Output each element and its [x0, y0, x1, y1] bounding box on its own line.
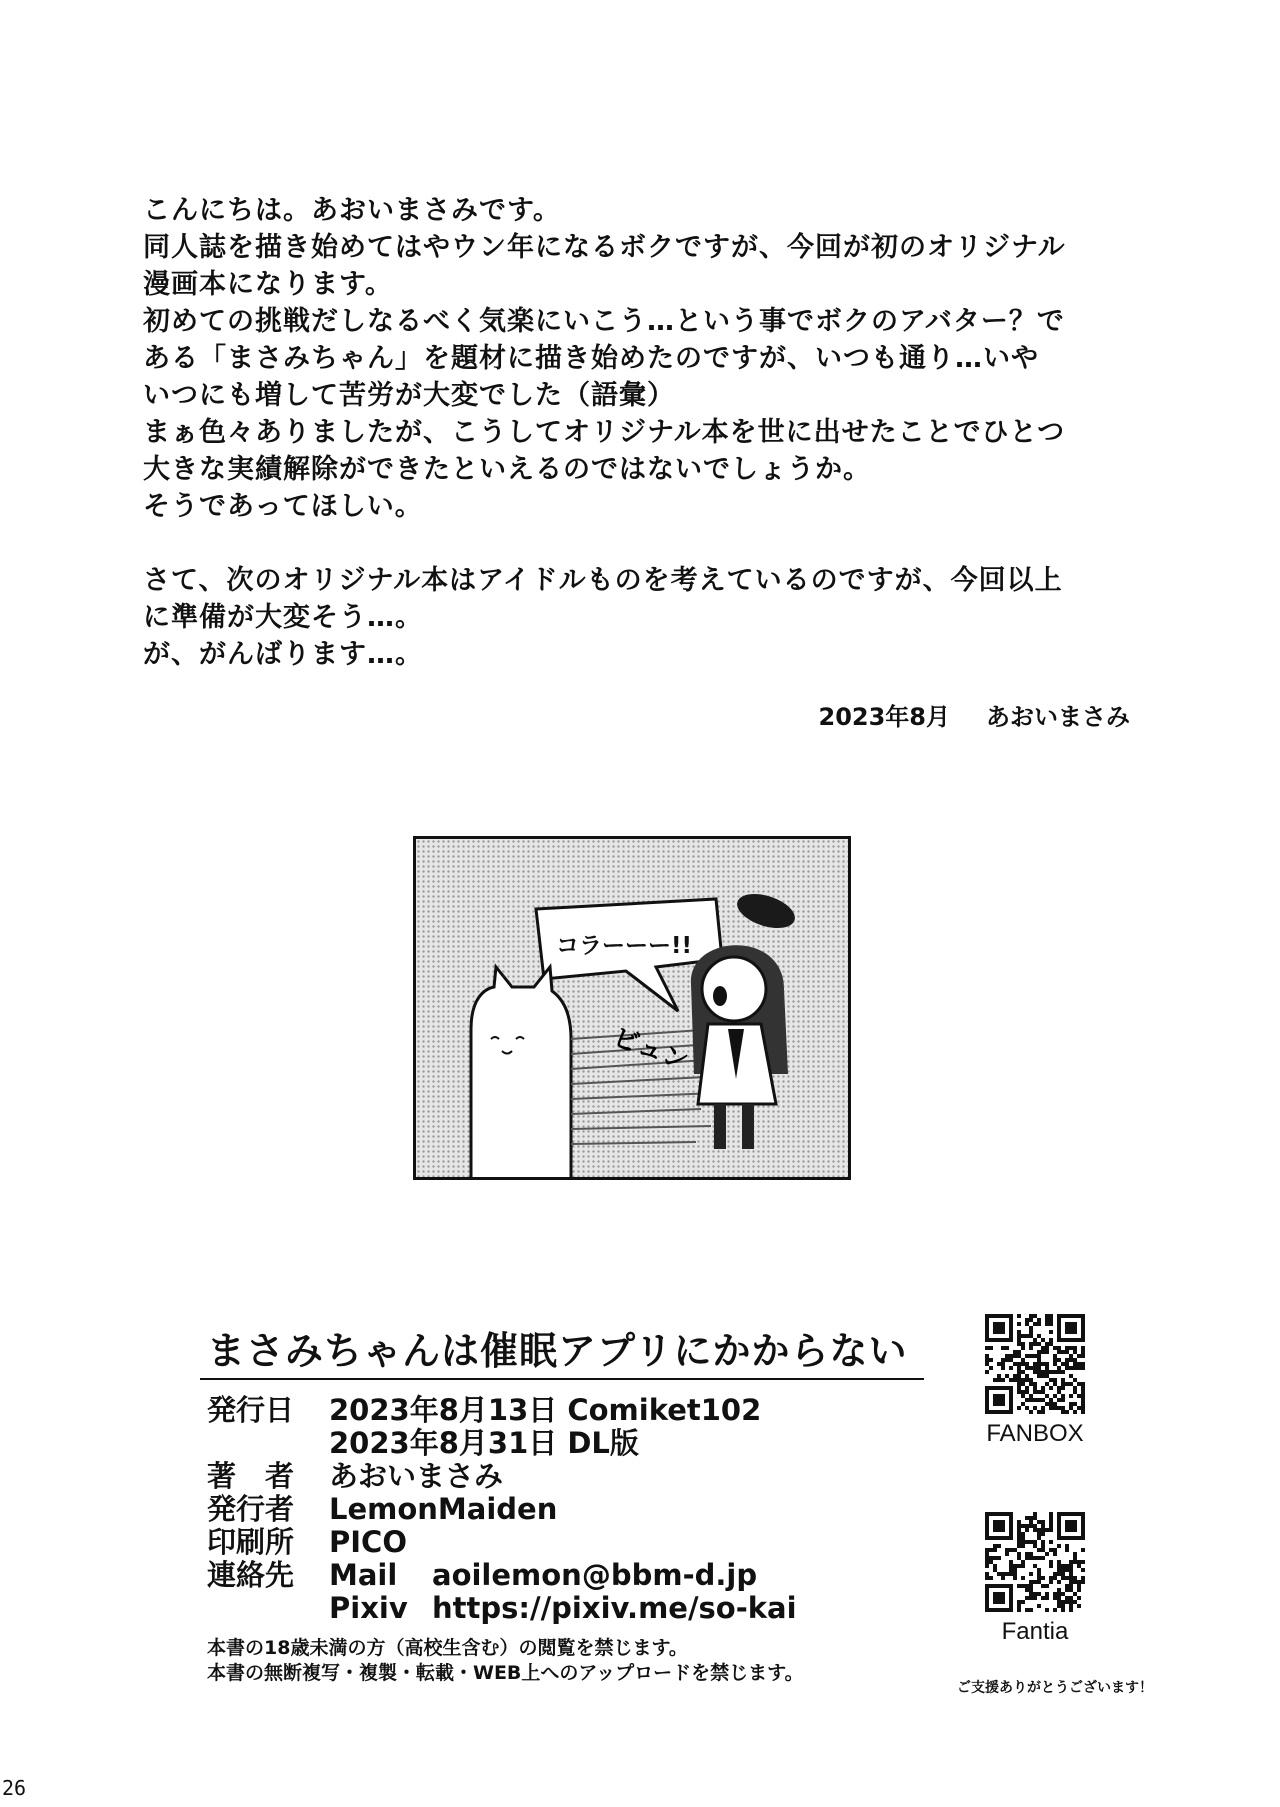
- book-title: まさみちゃんは催眠アプリにかからない: [207, 1329, 908, 1373]
- girl-mouth: [713, 986, 727, 1006]
- contact-label: 連絡先: [207, 1558, 295, 1592]
- afterword-line: こんにちは。あおいまさみです。: [143, 195, 561, 226]
- comic-illustration: [416, 839, 851, 1180]
- ghost-cat-body: [471, 967, 571, 1180]
- girl-face: [702, 957, 766, 1021]
- afterword-line: そうであってほしい。: [143, 491, 423, 522]
- age-restriction-notice: 本書の18歳未満の方（高校生含む）の閲覧を禁じます。: [207, 1637, 688, 1659]
- flying-beret: [733, 887, 799, 934]
- publisher-name: LemonMaiden: [329, 1492, 558, 1526]
- printer-name: PICO: [329, 1525, 407, 1559]
- author-name: あおいまさみ: [329, 1459, 504, 1493]
- printer-label: 印刷所: [207, 1525, 295, 1559]
- fanbox-qr-code[interactable]: [985, 1314, 1085, 1414]
- issue-date-row: [207, 1394, 927, 1427]
- issue-date-comiket: 2023年8月13日 Comiket102: [329, 1393, 762, 1427]
- afterword-line: ある「まさみちゃん」を題材に描き始めたのですが、いつも通り…いや: [143, 343, 1039, 374]
- publisher-row: [207, 1493, 927, 1526]
- colophon-details: [207, 1394, 927, 1625]
- signature-author: あおいまさみ: [986, 703, 1130, 731]
- mail-address[interactable]: aoilemon@bbm-d.jp: [432, 1558, 758, 1592]
- afterword-signature: [819, 697, 1131, 732]
- mail-label: Mail: [329, 1558, 398, 1592]
- fantia-caption: Fantia: [1001, 1618, 1069, 1645]
- author-label: 著 者: [207, 1459, 295, 1493]
- empty-label: [207, 1592, 329, 1625]
- printer-row: [207, 1526, 927, 1559]
- contact-mail-row: [207, 1559, 927, 1592]
- issue-date-dl: 2023年8月31日 DL版: [329, 1426, 639, 1460]
- afterword-line: 大きな実績解除ができたといえるのではないでしょうか。: [143, 454, 871, 485]
- comic-panel: [413, 836, 851, 1180]
- afterword-line: に準備が大変そう…。: [143, 602, 423, 633]
- page-number: 26: [2, 1776, 27, 1800]
- afterword-line: いつにも増して苦労が大変でした（語彙）: [143, 380, 675, 411]
- paragraph-gap: [143, 525, 1143, 562]
- issue-date-label: 発行日: [207, 1393, 295, 1427]
- copyright-notice: 本書の無断複写・複製・転載・WEB上へのアップロードを禁じます。: [207, 1662, 804, 1684]
- afterword-line: さて、次のオリジナル本はアイドルものを考えているのですが、今回以上: [143, 565, 1063, 596]
- afterword-line: 同人誌を描き始めてはやウン年になるボクですが、今回が初のオリジナル: [143, 232, 1066, 263]
- fanbox-qr-block: [960, 1314, 1110, 1448]
- afterword-text: [143, 192, 1143, 673]
- afterword-line: が、がんばります…。: [143, 639, 423, 670]
- afterword-line: 漫画本になります。: [143, 269, 393, 300]
- fanbox-caption: FANBOX: [986, 1420, 1084, 1447]
- fantia-qr-block: [960, 1512, 1110, 1646]
- afterword-line: 初めての挑戦だしなるべく気楽にいこう…という事でボクのアバター？で: [143, 306, 1065, 337]
- contact-pixiv-row: [207, 1592, 927, 1625]
- author-row: [207, 1460, 927, 1493]
- empty-label: [207, 1427, 329, 1460]
- girl-leg-left: [714, 1104, 726, 1149]
- pixiv-label: Pixiv: [329, 1591, 408, 1625]
- pixiv-url[interactable]: https://pixiv.me/so-kai: [432, 1591, 797, 1625]
- publisher-label: 発行者: [207, 1492, 295, 1526]
- support-thanks: ご支援ありがとうございます！: [957, 1680, 1153, 1696]
- sound-effect: ビュン: [608, 1022, 693, 1078]
- fantia-qr-code[interactable]: [985, 1512, 1085, 1612]
- issue-date-row-2: [207, 1427, 927, 1460]
- signature-date: 2023年8月: [818, 703, 950, 731]
- afterword-line: まぁ色々ありましたが、こうしてオリジナル本を世に出せたことでひとつ: [143, 417, 1066, 448]
- girl-leg-right: [742, 1104, 754, 1149]
- legal-notices: [207, 1636, 804, 1686]
- speech-bubble-text: コラーーー!!: [556, 933, 692, 959]
- colophon-divider: [200, 1378, 924, 1380]
